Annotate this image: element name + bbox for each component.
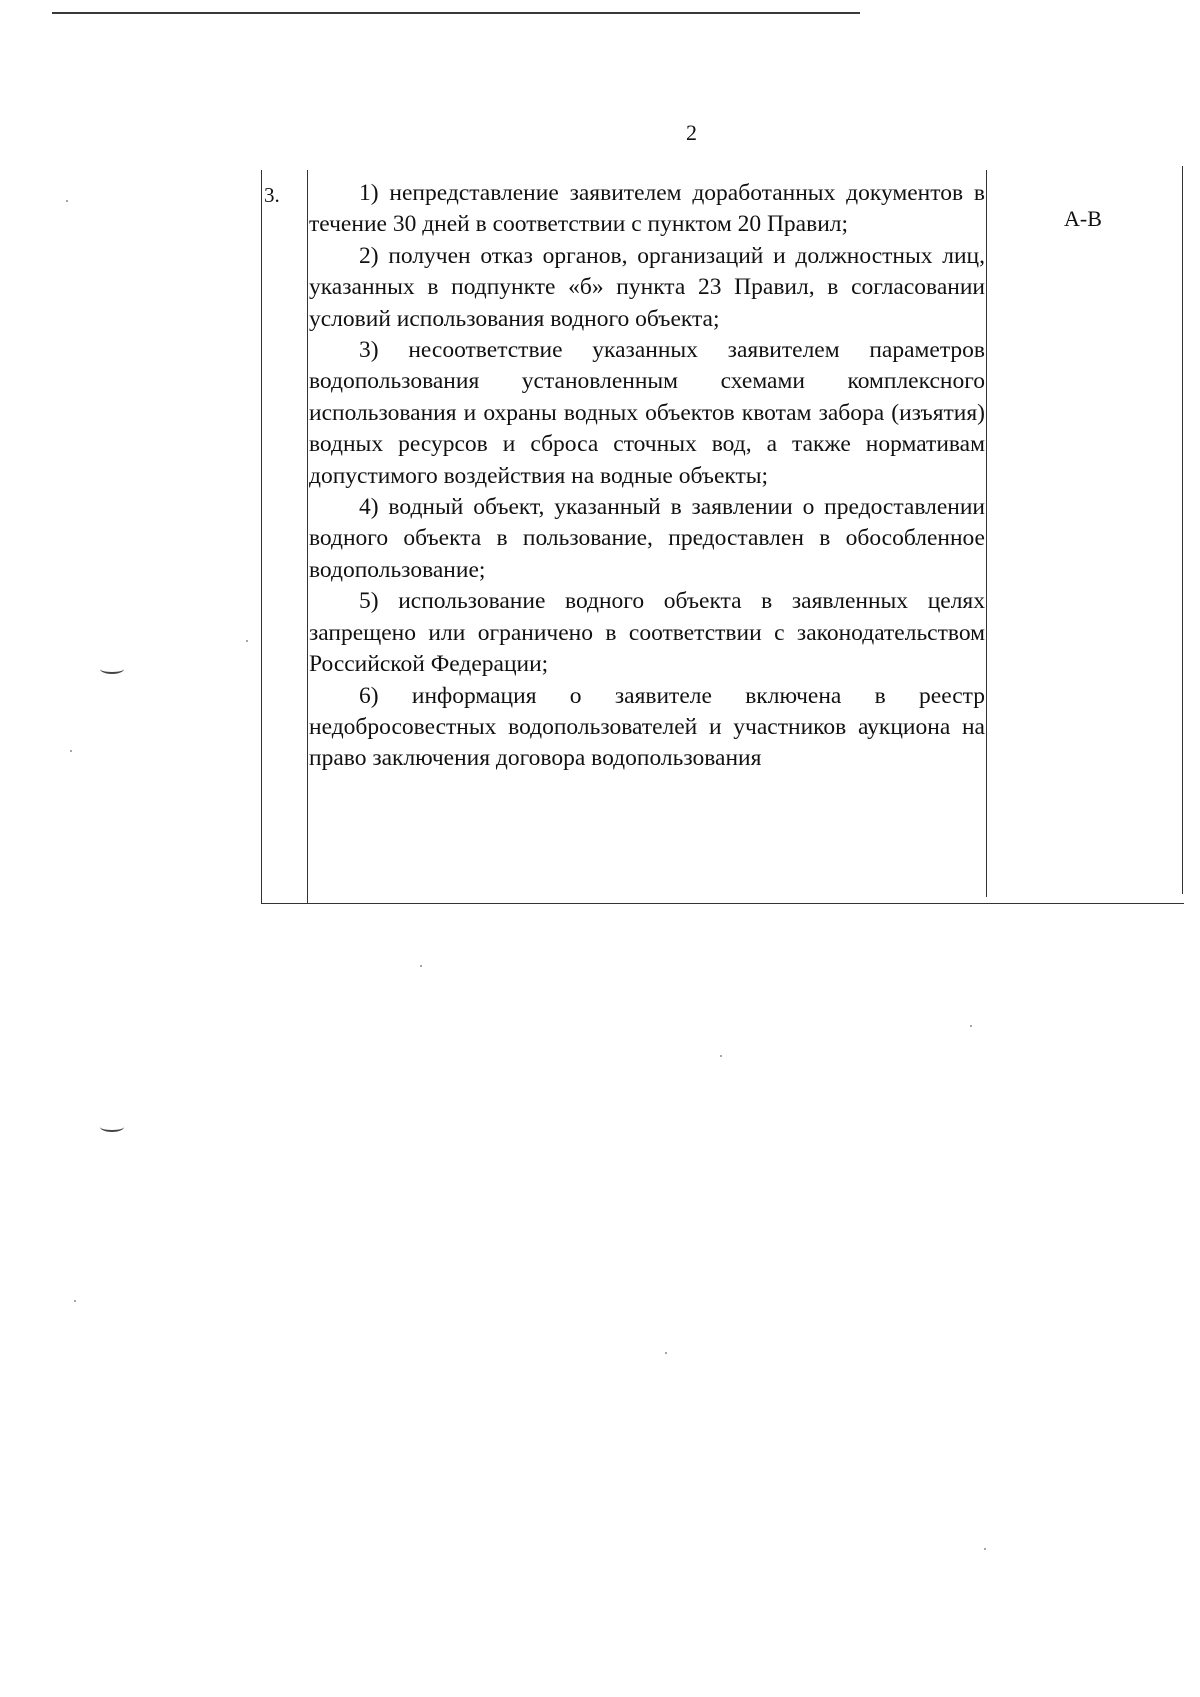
- scan-speck: [70, 750, 72, 752]
- scan-speck: [420, 965, 422, 967]
- scan-artifact-mark: [100, 664, 124, 674]
- top-scan-rule: [52, 12, 860, 14]
- scan-speck: [246, 640, 248, 642]
- column-divider-number: [307, 170, 308, 903]
- condition-paragraph: 2) получен отказ органов, организаций и должностных лиц, указанных в подпункте «б» пункта 23 Правил, в согласовании условий использования водного объекта;: [309, 242, 985, 332]
- scan-artifact-mark: [100, 1122, 124, 1132]
- condition-paragraph: 5) использование водного объекта в заявленных целях запрещено или ограничено в соответствии с законодательством Российской Федерации;: [309, 588, 985, 678]
- row-number: 3.: [264, 183, 280, 207]
- conditions-table: [261, 170, 1184, 904]
- scan-speck: [970, 1025, 972, 1027]
- condition-paragraph: 3) несоответствие указанных заявителем параметров водопользования установленным схемами комплексного использования и охраны водных объектов квотам забора (изъятия) водных ресурсов и сброса сточных вод, а также нормативам допустимого воздействия на водные объекты;: [309, 337, 985, 489]
- condition-paragraph: 6) информация о заявителе включена в реестр недобросовестных водопользователей и участников аукциона на право заключения договора водопользования: [309, 682, 985, 772]
- condition-paragraph: 1) непредставление заявителем доработанных документов в течение 30 дней в соответствии с пунктом 20 Правил;: [309, 180, 985, 238]
- conditions-cell: [309, 178, 985, 775]
- page-number: 2: [686, 120, 697, 145]
- scan-speck: [984, 1548, 986, 1550]
- condition-paragraph: 4) водный объект, указанный в заявлении о предоставлении водного объекта в пользование, предоставлен в обособленное водопользование;: [309, 494, 985, 583]
- scan-speck: [720, 1055, 722, 1057]
- scan-speck: [665, 1352, 667, 1354]
- column-divider-text: [986, 170, 987, 897]
- scan-speck: [74, 1300, 76, 1302]
- code-cell: А-В: [1064, 206, 1102, 231]
- column-divider-right: [1182, 166, 1183, 894]
- scan-speck: [66, 200, 68, 202]
